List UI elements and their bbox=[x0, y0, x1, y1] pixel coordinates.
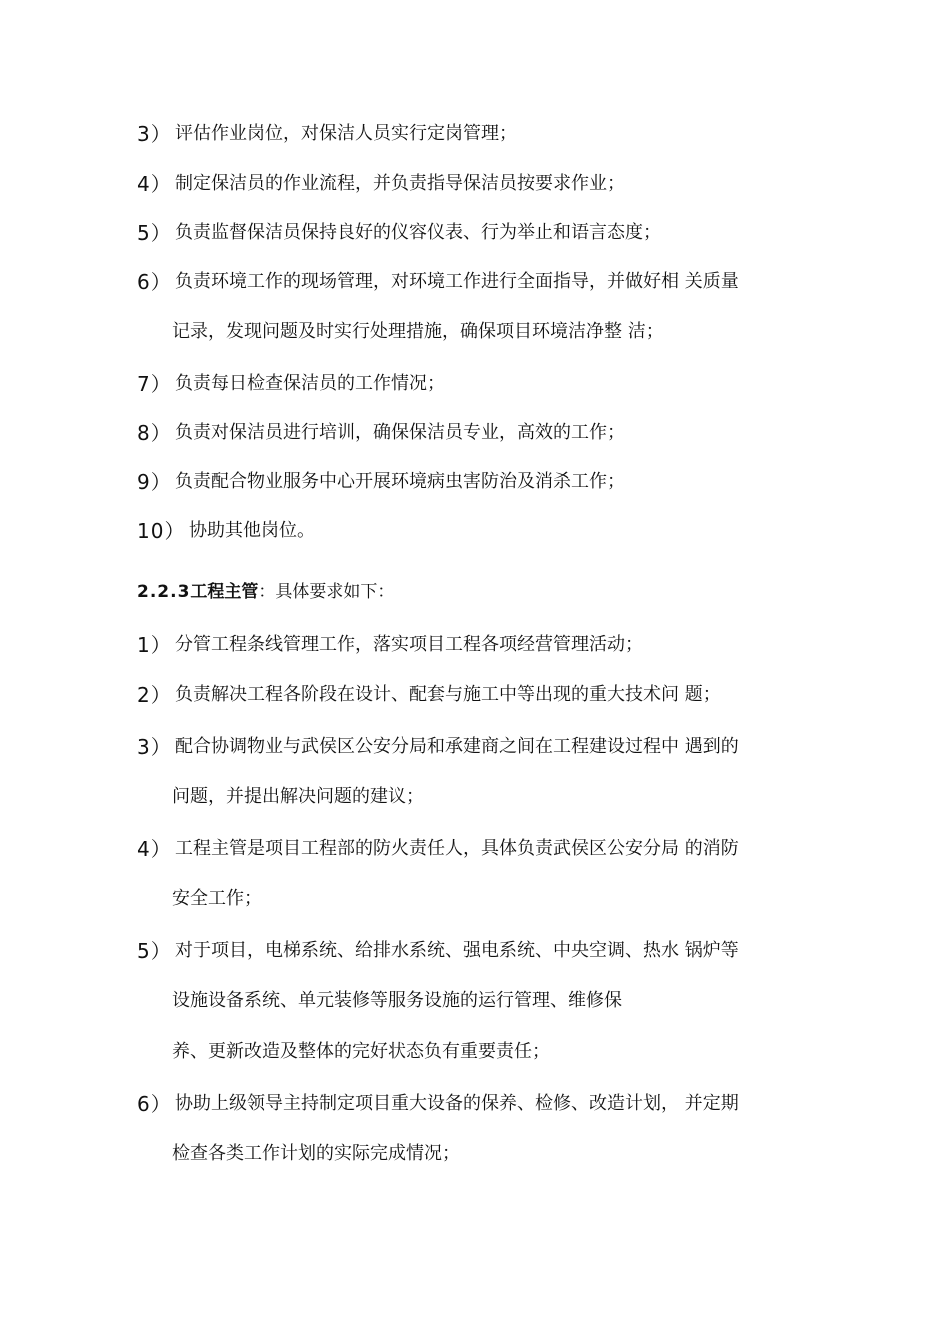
item-number: 7） bbox=[137, 372, 172, 396]
item-text: 负责监督保洁员保持良好的仪容仪表、行为举止和语言态度； bbox=[175, 222, 661, 243]
item-text: 评估作业岗位，对保洁人员实行定岗管理； bbox=[175, 123, 517, 144]
item-text: 负责环境工作的现场管理，对环境工作进行全面指导，并做好相 关质量 bbox=[175, 271, 739, 292]
section-number: 2.2.3 bbox=[137, 582, 191, 602]
item-number: 5） bbox=[137, 939, 172, 963]
item-text: 记录，发现问题及时实行处理措施，确保项目环境洁净整 洁； bbox=[172, 321, 664, 342]
item-text: 对于项目，电梯系统、给排水系统、强电系统、中央空调、热水 锅炉等 bbox=[175, 940, 739, 961]
item-number: 6） bbox=[137, 1092, 172, 1116]
item-text: 配合协调物业与武侯区公安分局和承建商之间在工程建设过程中 遇到的 bbox=[175, 736, 739, 757]
item-text: 问题，并提出解决问题的建议； bbox=[172, 786, 424, 807]
item-text: 养、更新改造及整体的完好状态负有重要责任； bbox=[172, 1041, 550, 1062]
item-number: 2） bbox=[137, 683, 172, 707]
section-title: 工程主管 bbox=[190, 582, 259, 602]
item-text: 分管工程条线管理工作，落实项目工程各项经营管理活动； bbox=[175, 634, 643, 655]
item-number: 4） bbox=[137, 837, 172, 861]
item-text: 安全工作； bbox=[172, 888, 262, 909]
item-text: 负责配合物业服务中心开展环境病虫害防治及消杀工作； bbox=[175, 471, 625, 492]
item-number: 9） bbox=[137, 470, 172, 494]
item-text: 协助其他岗位。 bbox=[189, 520, 315, 541]
section-intro: ：具体要求如下： bbox=[258, 582, 395, 602]
item-text: 制定保洁员的作业流程，并负责指导保洁员按要求作业； bbox=[175, 173, 625, 194]
item-number: 3） bbox=[137, 735, 172, 759]
item-text: 负责解决工程各阶段在设计、配套与施工中等出现的重大技术问 题； bbox=[175, 684, 721, 705]
item-number: 10） bbox=[137, 519, 186, 543]
item-text: 负责对保洁员进行培训，确保保洁员专业，高效的工作； bbox=[175, 422, 625, 443]
item-number: 8） bbox=[137, 421, 172, 445]
item-text: 工程主管是项目工程部的防火责任人，具体负责武侯区公安分局 的消防 bbox=[175, 838, 739, 859]
item-number: 5） bbox=[137, 221, 172, 245]
item-number: 4） bbox=[137, 172, 172, 196]
section-heading bbox=[137, 580, 394, 604]
item-number: 3） bbox=[137, 122, 172, 146]
item-text: 检查各类工作计划的实际完成情况； bbox=[172, 1143, 460, 1164]
item-number: 6） bbox=[137, 270, 172, 294]
item-text: 协助上级领导主持制定项目重大设备的保养、检修、改造计划， 并定期 bbox=[175, 1093, 739, 1114]
item-number: 1） bbox=[137, 633, 172, 657]
item-text: 设施设备系统、单元装修等服务设施的运行管理、维修保 bbox=[172, 990, 622, 1011]
item-text: 负责每日检查保洁员的工作情况； bbox=[175, 373, 445, 394]
